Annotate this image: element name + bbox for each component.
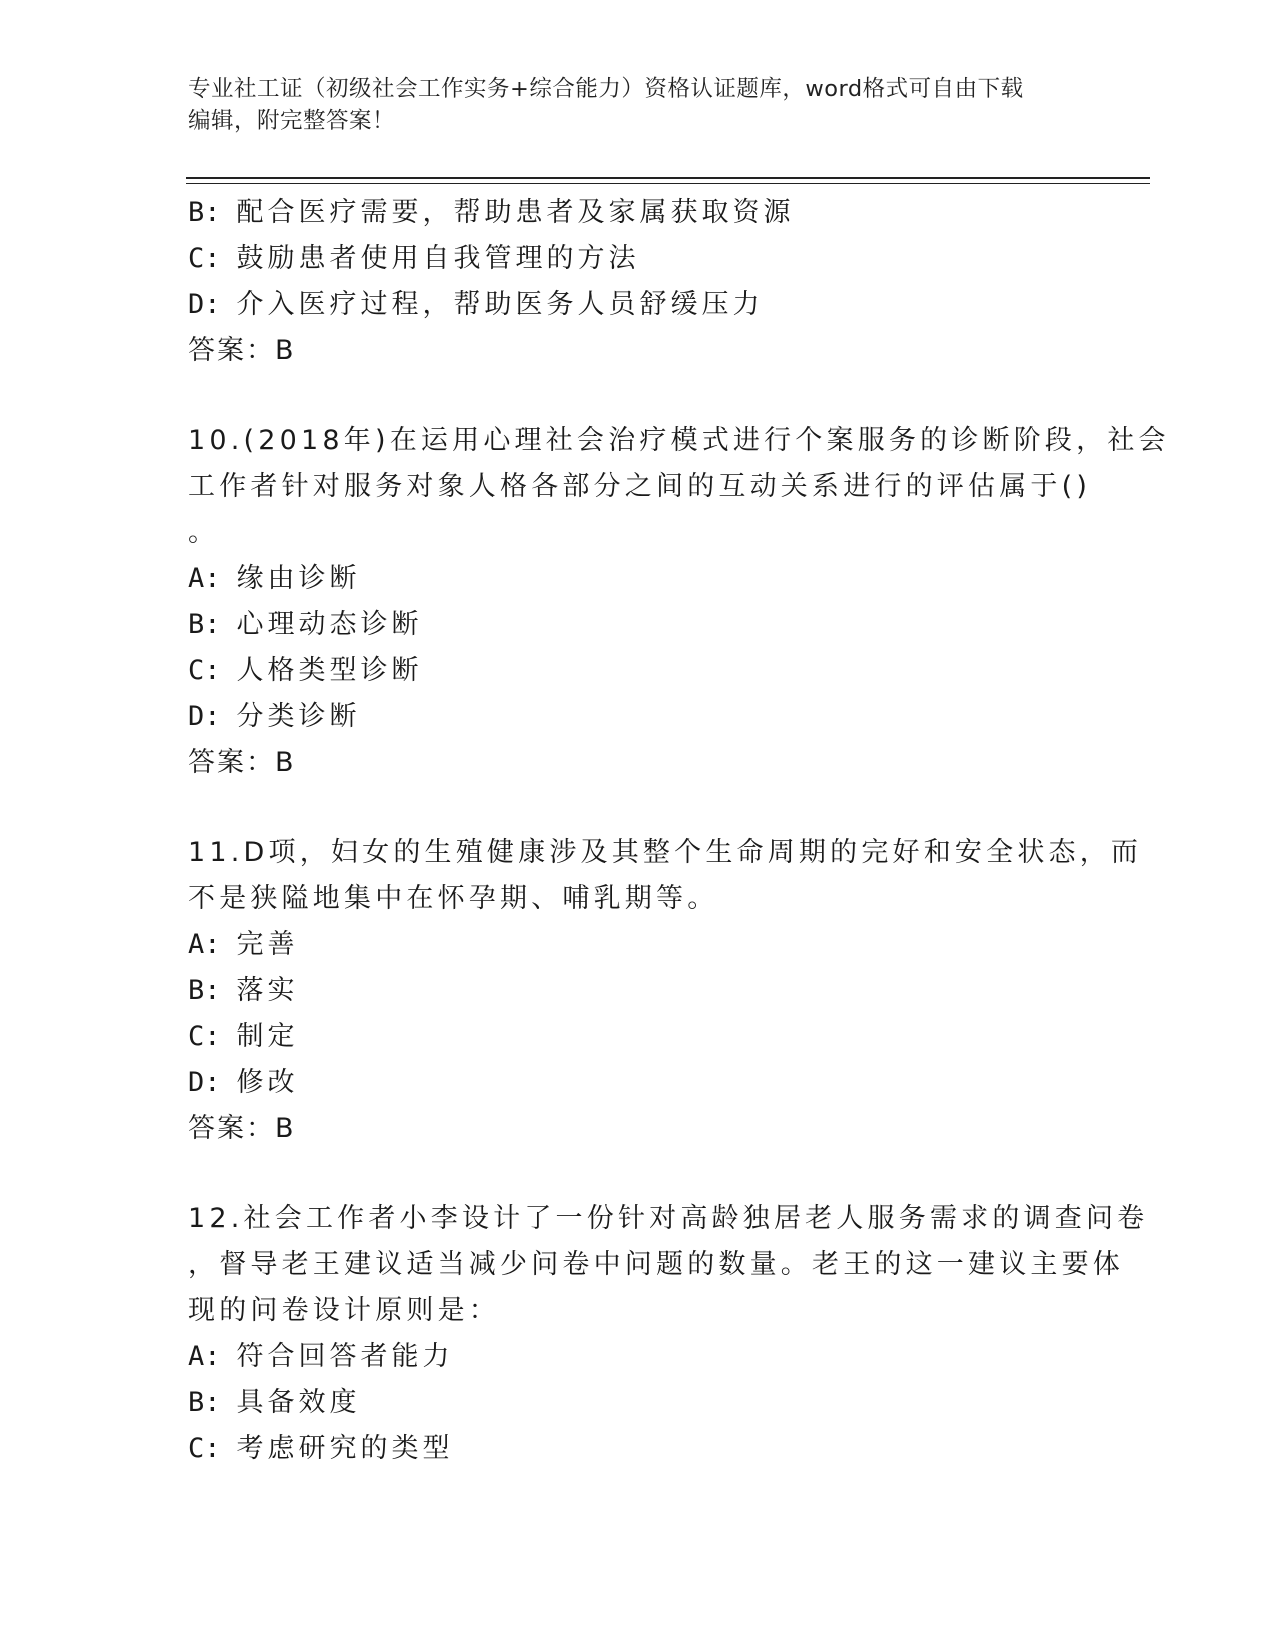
option-c: C: 人格类型诊断: [188, 655, 423, 686]
question-12: [188, 1196, 1149, 1472]
header-line-2: 编辑，附完整答案！: [188, 108, 396, 134]
answer: 答案：B: [188, 335, 296, 366]
option-b: B: 心理动态诊断: [188, 609, 423, 640]
option-b: B: 配合医疗需要，帮助患者及家属获取资源: [188, 197, 795, 228]
header-divider-thin: [186, 183, 1150, 184]
question-text-line: 现的问卷设计原则是：: [188, 1295, 500, 1326]
option-a: A: 符合回答者能力: [188, 1341, 454, 1372]
question-text-line: ，督导老王建议适当减少问卷中问题的数量。老王的这一建议主要体: [188, 1249, 1124, 1280]
header-line-1: 专业社工证（初级社会工作实务+综合能力）资格认证题库，word格式可自由下载: [188, 76, 1024, 102]
header-divider: [186, 177, 1150, 179]
option-b: B: 落实: [188, 975, 299, 1006]
question-text-line: 不是狭隘地集中在怀孕期、哺乳期等。: [188, 883, 719, 914]
question-text-line: 12.社会工作者小李设计了一份针对高龄独居老人服务需求的调查问卷: [188, 1203, 1149, 1234]
document-header: [188, 73, 1088, 137]
option-d: D: 介入医疗过程，帮助医务人员舒缓压力: [188, 289, 764, 320]
question-text-line: 11.D项，妇女的生殖健康涉及其整个生命周期的完好和安全状态，而: [188, 837, 1143, 868]
option-a: A: 完善: [188, 929, 299, 960]
option-c: C: 制定: [188, 1021, 299, 1052]
answer: 答案：B: [188, 747, 296, 778]
question-text-line: 工作者针对服务对象人格各部分之间的互动关系进行的评估属于(): [188, 471, 1092, 502]
option-c: C: 鼓励患者使用自我管理的方法: [188, 243, 640, 274]
question-9: [188, 190, 1088, 374]
question-text-line: 。: [188, 517, 220, 548]
option-c: C: 考虑研究的类型: [188, 1433, 454, 1464]
question-10: [188, 418, 1170, 786]
option-b: B: 具备效度: [188, 1387, 361, 1418]
option-d: D: 修改: [188, 1067, 299, 1098]
question-text-line: 10.(2018年)在运用心理社会治疗模式进行个案服务的诊断阶段，社会: [188, 425, 1170, 456]
option-a: A: 缘由诊断: [188, 563, 361, 594]
question-11: [188, 830, 1143, 1152]
option-d: D: 分类诊断: [188, 701, 361, 732]
question-list: [188, 190, 1170, 1472]
answer: 答案：B: [188, 1113, 296, 1144]
